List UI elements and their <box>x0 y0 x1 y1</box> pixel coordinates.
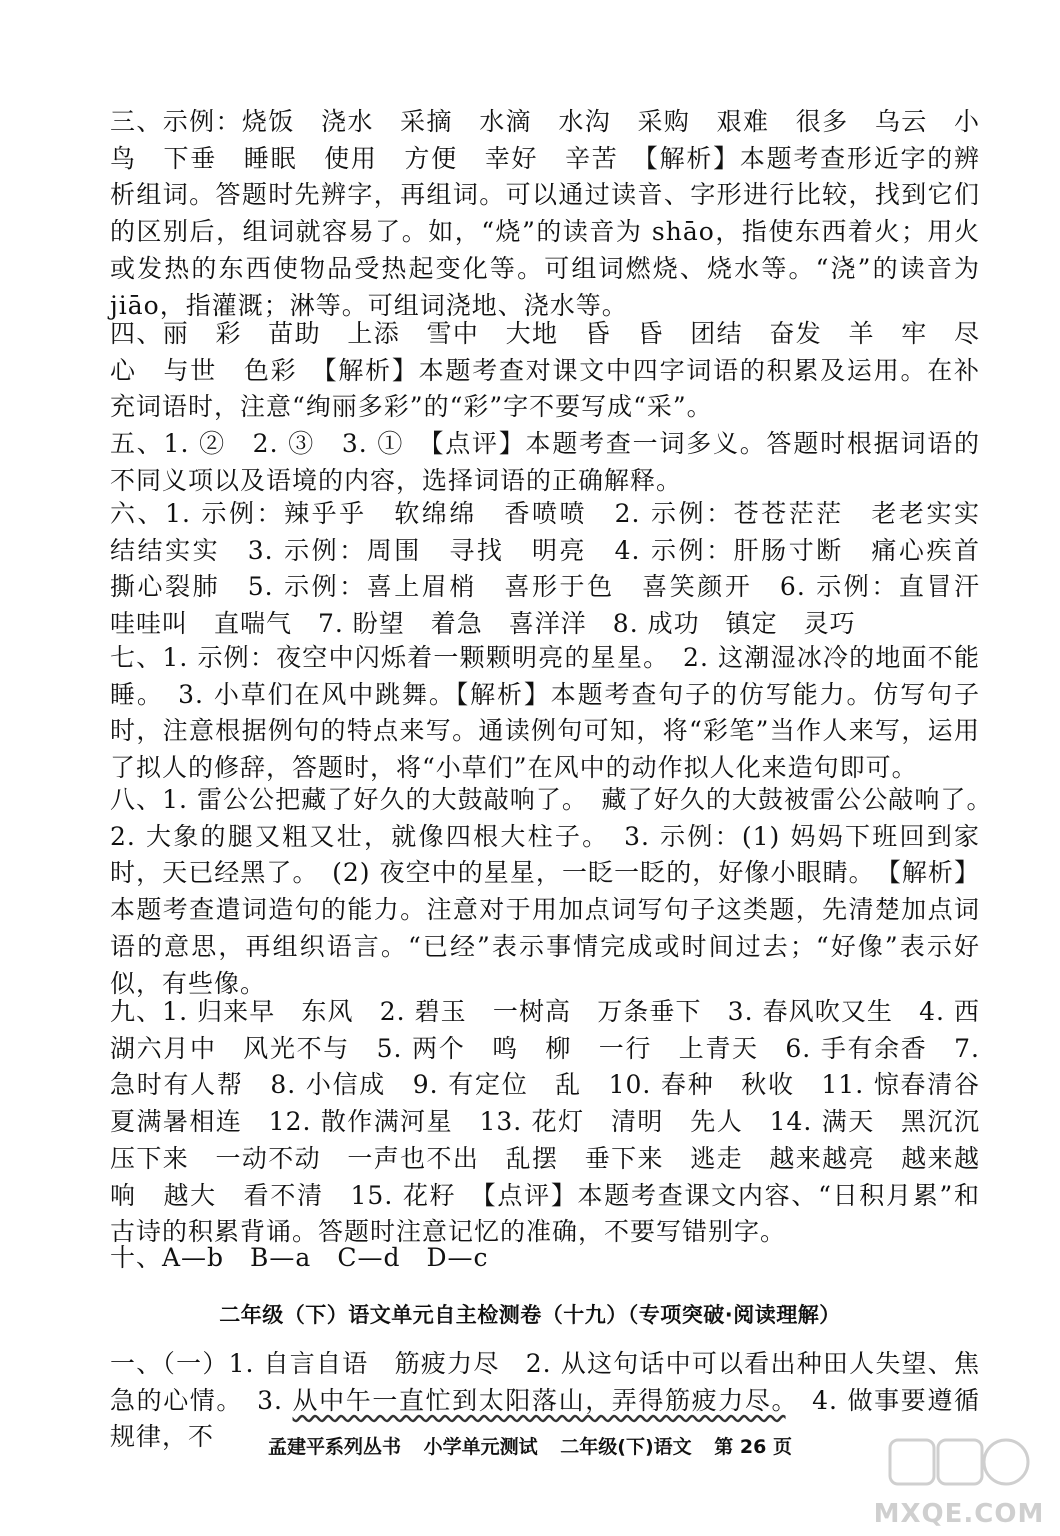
answer-section-six: 六、1. 示例：辣乎乎 软绵绵 香喷喷 2. 示例：苍苍茫茫 老老实实 结结实实 3. 示例：周围 寻找 明亮 4. 示例：肝肠寸断 痛心疾首 撕心裂肺 5. 示例：喜上眉梢 喜形于色 喜笑颜开 6. 示例：直冒汗 哇哇叫 直喘气 7. 盼望 着急 喜洋洋 8. 成功 镇定 灵巧 <box>110 499 1007 639</box>
footer-series: 孟建平系列丛书 <box>268 1436 402 1458</box>
section-one-text-before: 一、（一）1. 自言自语 筋疲力尽 2. 从这句话中可以看出种田人失望、焦急的心情。 3. <box>110 1349 980 1415</box>
watermark-logo <box>873 1436 1045 1532</box>
footer-book: 小学单元测试 <box>423 1436 538 1458</box>
answer-section-ten: 十、A—b B—a C—d D—c <box>110 1243 489 1272</box>
footer-page-number: 第 26 页 <box>714 1436 792 1458</box>
footer-grade: 二年级(下)语文 <box>560 1436 692 1458</box>
section-one-text-after: 4. 做事要遵循规律，不 <box>110 1385 980 1452</box>
answer-section-seven: 七、1. 示例：夜空中闪烁着一颗颗明亮的星星。 2. 这潮湿冰冷的地面不能睡。 3. 小草们在风中跳舞。【解析】本题考查句子的仿写能力。仿写句子时，注意根据例句的特点来写。通读例句可知，将“彩笔”当作人来写，运用了拟人的修辞，答题时，将“小草们”在风中的动作拟人化来造句即可。 <box>110 643 980 783</box>
answer-section-nine: 九、1. 归来早 东风 2. 碧玉 一树高 万条垂下 3. 春风吹又生 4. 西湖六月中 风光不与 5. 两个 鸣 柳 一行 上青天 6. 手有余香 7. 急时有人帮 8. 小信成 9. 有定位 乱 10. 春种 秋收 11. 惊春清谷 夏满暑相连 12. 散作满河星 13. 花灯 清明 先人 14. 满天 黑沉沉 压下来 一动不动 一声也不出 乱摆 垂下来 逃走 越来越亮 越来越响 越大 看不清 15. 花籽 【点评】本题考查课文内容、“日积月累”和古诗的积累背诵。答题时注意记忆的准确，不要写错别字。 <box>110 997 1007 1247</box>
answer-section-three: 三、示例：烧饭 浇水 采摘 水滴 水沟 采购 艰难 很多 乌云 小鸟 下垂 睡眠 使用 方便 幸好 辛苦 【解析】本题考查形近字的辨析组词。答题时先辨字，再组词。可以通过读音、字形进行比较，找到它们的区别后，组词就容易了。如，“烧”的读音为 shāo，指使东西着火；用火或发热的东西使物品受热起变化等。可组词燃烧、烧水等。“浇”的读音为 jiāo，指灌溉；淋等。可组词浇地、浇水等。 <box>110 107 980 320</box>
answer-section-five: 五、1. ② 2. ③ 3. ① 【点评】本题考查一词多义。答题时根据词语的不同义项以及语境的内容，选择词语的正确解释。 <box>110 429 980 495</box>
answer-section-four: 四、丽 彩 苗助 上添 雪中 大地 昏 昏 团结 奋发 羊 牢 尽心 与世 色彩 【解析】本题考查对课文中四字词语的积累及运用。在补充词语时，注意“绚丽多彩”的“彩”字不要写成“采”。 <box>110 319 980 422</box>
answer-section-eight: 八、1. 雷公公把藏了好久的大鼓敲响了。 藏了好久的大鼓被雷公公敲响了。 2. 大象的腿又粗又壮，就像四根大柱子。 3. 示例：(1) 妈妈下班回到家时，天已经黑了。 (2) 夜空中的星星，一眨一眨的，好像小眼睛。 【解析】本题考查遣词造句的能力。注意对于用加点词写句子这类题，先清楚加点词语的意思，再组织语言。“已经”表示事情完成或时间过去；“好像”表示好似，有些像。 <box>110 785 1007 998</box>
wavy-underlined-answer: 从中午一直忙到太阳落山，弄得筋疲力尽。 <box>292 1385 786 1415</box>
svg-text:MXQE.COM: MXQE.COM <box>873 1499 1045 1529</box>
test-paper-title: 二年级（下）语文单元自主检测卷（十九）（专项突破·阅读理解） <box>219 1303 841 1327</box>
